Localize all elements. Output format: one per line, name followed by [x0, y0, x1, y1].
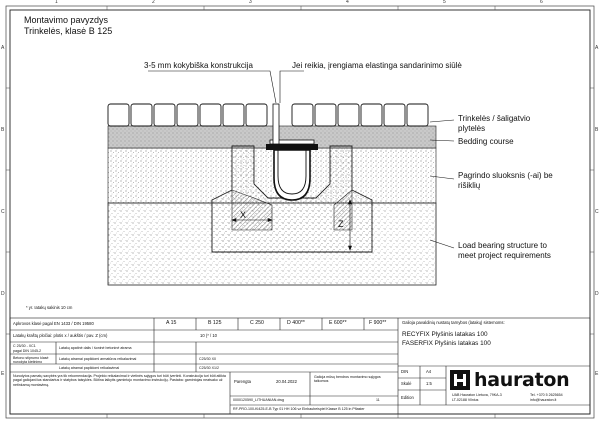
product-faserfix: FASERFIX Plyšinis latakas 100	[402, 340, 491, 347]
grid-row-b-right: B	[595, 127, 599, 133]
grid-col-4: 4	[346, 0, 349, 5]
grid-row-e-right: E	[595, 371, 599, 377]
installation-notes: Nurodytos pamatų savybės yra tik rekomendacija. Projekto reikalavimai ir vietinės sąlygos turi būti įvertinti. Konstrukcija turi būti atlikta pagal galiojančius standartus ir statybos taisykles. Būtina laikytis gamintojo montavimo instrukcijų. Pastaba: gamintojas neatsako už netinkamą montavimą.	[13, 374, 226, 387]
callout-load-1: Load bearing structure to	[458, 241, 547, 250]
additional-text: Latakų atramai papildomi reikalavimai	[59, 366, 120, 370]
prepared-label: Parengta	[234, 379, 251, 384]
company-phone: Tel. +370 5 2625654	[530, 393, 563, 397]
paver-11	[361, 104, 382, 126]
load-class-label: Apkrovos klasė pagal EN 1433 / DIN 19580	[13, 321, 94, 326]
callout-base-1: Pagrindo sluoksnis (-ai) be	[458, 171, 553, 180]
paver-0	[108, 104, 129, 126]
paver-6	[246, 104, 267, 126]
grid-row-a: A	[1, 45, 5, 51]
drawing-reference: RF-PRO-100-Kl425-E-B Typ 01 HH 106 vz Einbaubeispiel Klasse B 125 in Pflaster	[233, 407, 365, 411]
paver-10	[338, 104, 359, 126]
callout-pavers-2: plytelės	[458, 124, 486, 133]
callout-concrete: 3-5 mm kokybiška konstrukcija	[144, 61, 253, 70]
paver-8	[292, 104, 313, 126]
callout-load-2: meet project requirements	[458, 251, 551, 260]
strength-a: Betono stiprumo klasė	[13, 356, 49, 360]
paver-5	[223, 104, 244, 126]
sheet-number: 11	[376, 398, 380, 402]
drawing-file: 0000120590_LITHUANIAN.dwg	[233, 398, 284, 402]
grid-row-c-right: C	[595, 209, 599, 215]
grid-row-e: E	[1, 371, 5, 377]
grid-row-a-right: A	[595, 45, 599, 51]
class-b125: B 125	[208, 320, 222, 326]
reinforcement-text: Latakų atramai papildomi armatūros reikalavimai	[59, 357, 137, 361]
dimension-x: X	[240, 210, 247, 220]
paver-row	[108, 104, 428, 126]
scale-label: Skalė	[401, 381, 412, 386]
paver-12	[384, 104, 405, 126]
grid-row-d-right: D	[595, 291, 599, 297]
grid-col-2: 2	[152, 0, 155, 5]
concrete-class-b: pagal DIN 1045-2	[13, 349, 42, 353]
footnote: * yr. Iatakų sakinis 10 cm	[26, 305, 73, 310]
class-d400: D 400**	[287, 320, 305, 326]
additional-value: C25/30 X1/2	[199, 366, 219, 370]
drawing-subtitle: Trinkelės, klasė B 125	[24, 26, 113, 36]
concrete-class-a: C 25/30 - XC1	[13, 344, 36, 348]
reinforcement-value: C25/30 X0	[199, 357, 216, 361]
din-value: A4	[426, 369, 432, 374]
drawing-title: Montavimo pavyzdys	[24, 15, 109, 25]
slot-opening	[273, 104, 279, 144]
grid-row-b: B	[1, 127, 5, 133]
grid-col-3: 3	[249, 0, 252, 5]
strength-b: nurodyta kietinimo	[13, 360, 43, 364]
paver-3	[177, 104, 198, 126]
drainage-channel	[274, 150, 310, 200]
paver-2	[154, 104, 175, 126]
grid-col-1: 1	[55, 0, 58, 5]
company-address-2: LT-02188 Vilnius	[452, 398, 479, 402]
class-f900: F 900**	[369, 320, 387, 326]
paver-4	[200, 104, 221, 126]
base-layer	[108, 148, 436, 203]
width-label: Latakų kraštų pločiai: plotis x / aukštis / pav. Z (cm)	[13, 333, 108, 338]
edition-label: Edition	[401, 395, 414, 400]
company-logo-text: hauraton	[474, 369, 570, 391]
company-address-1: UAB Hauraton Lietuva, 79KA-3	[452, 393, 502, 397]
class-e600: E 600**	[329, 320, 347, 326]
grid-row-c: C	[1, 209, 5, 215]
validity-note: Galioja mūsų bendros montavimo sąlygos taikomos	[314, 375, 381, 384]
product-header: Galioja pavaldinių nustatų tarnybos (latakų) sistemoms:	[402, 320, 505, 325]
class-a15: A 15	[166, 320, 177, 326]
scale-value: 1:5	[426, 381, 432, 386]
callout-bedding: Bedding course	[458, 137, 514, 146]
callout-base-2: rišiklių	[458, 181, 481, 190]
prepared-date: 20.04.2022	[276, 379, 297, 384]
din-label: DIN	[401, 369, 409, 374]
paver-1	[131, 104, 152, 126]
channel-grate	[266, 144, 318, 150]
grid-col-5: 5	[443, 0, 446, 5]
paver-13	[407, 104, 428, 126]
grid-col-6: 6	[540, 0, 543, 5]
grid-row-d: D	[1, 291, 5, 297]
width-value: 10 (* / 10	[200, 333, 217, 338]
dimension-z: Z	[338, 219, 344, 229]
paver-9	[315, 104, 336, 126]
company-email: info@hauraton.lt	[530, 398, 557, 402]
product-recyfix: RECYFIX Plyšinis latakas 100	[402, 331, 488, 338]
concrete-text: Latakų apatinė dalis / šoninė betoninė atrama	[59, 346, 132, 350]
class-c250: C 250	[250, 320, 264, 326]
callout-pavers-1: Trinkelės / šaligatvio	[458, 114, 531, 123]
hauraton-logo-icon	[450, 370, 470, 390]
callout-sealant: Jei reikia, įrengiama elastinga sandarinimo siūlė	[292, 61, 462, 70]
